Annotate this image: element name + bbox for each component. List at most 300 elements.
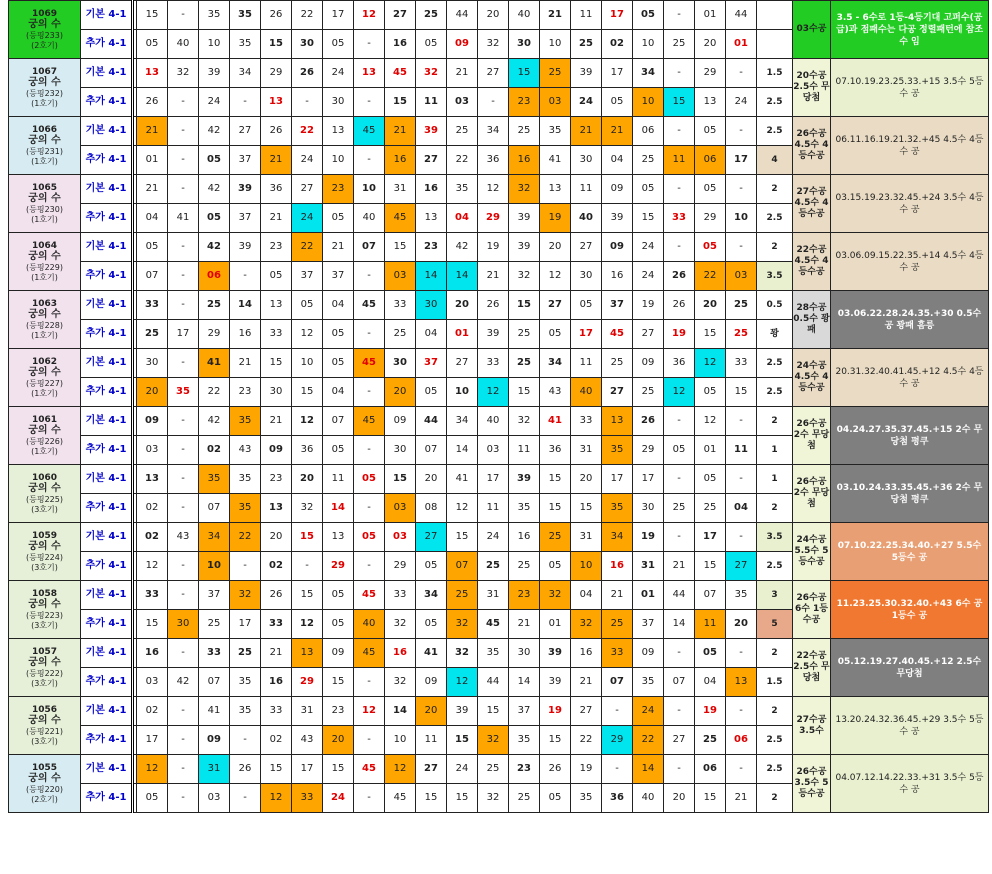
- number-cell: 25: [509, 349, 540, 378]
- number-cell: 25: [478, 552, 509, 581]
- number-cell: 21: [261, 146, 292, 175]
- result-note: 07.10.22.25.34.40.+27 5.5수 5등수 공: [831, 523, 989, 581]
- row-type-label: 기본 4-1: [81, 639, 133, 668]
- number-cell: 21: [602, 117, 633, 146]
- number-cell: 05: [540, 784, 571, 813]
- result-status: 28수공 0.5수 꽝패: [793, 291, 831, 349]
- round-number: 1055: [31, 762, 58, 773]
- number-cell: 33: [385, 581, 416, 610]
- number-cell: 40: [509, 1, 540, 30]
- number-cell: -: [168, 291, 199, 320]
- row-type-label: 추가 4-1: [81, 204, 133, 233]
- number-cell: -: [168, 117, 199, 146]
- round-label: [9, 233, 81, 291]
- number-cell: 04: [602, 146, 633, 175]
- result-status: 26수공 6수 1등수공: [793, 581, 831, 639]
- number-cell: 03: [478, 436, 509, 465]
- number-cell: 09: [447, 30, 478, 59]
- round-title: 궁의 수: [28, 772, 61, 784]
- number-cell: 07: [602, 668, 633, 697]
- result-status: 27수공 4.5수 4등수공: [793, 175, 831, 233]
- number-cell: 11: [726, 436, 757, 465]
- round-label: [9, 1, 81, 59]
- round-subtitle: (등핑226): [26, 436, 63, 446]
- number-cell: 03: [447, 88, 478, 117]
- number-cell: 07: [695, 581, 726, 610]
- number-cell: 32: [385, 668, 416, 697]
- number-cell: 13: [540, 175, 571, 204]
- number-cell: 16: [602, 552, 633, 581]
- number-cell: 10: [199, 552, 230, 581]
- number-cell: 27: [602, 378, 633, 407]
- number-cell: 32: [292, 494, 323, 523]
- number-cell: 15: [509, 378, 540, 407]
- number-cell: 26: [261, 117, 292, 146]
- number-cell: 22: [695, 262, 726, 291]
- number-cell: 05: [292, 291, 323, 320]
- number-cell: 26: [478, 291, 509, 320]
- number-cell: 04: [447, 204, 478, 233]
- round-label: [9, 465, 81, 523]
- round-machine: (1호기): [31, 98, 58, 108]
- number-cell: 17: [602, 59, 633, 88]
- number-cell: 42: [199, 407, 230, 436]
- round-title: 궁의 수: [28, 366, 61, 378]
- result-status: 03수공: [793, 1, 831, 59]
- number-cell: 27: [478, 59, 509, 88]
- number-cell: 37: [199, 581, 230, 610]
- round-row: [9, 233, 989, 262]
- number-cell: 10: [323, 146, 354, 175]
- number-cell: 09: [199, 726, 230, 755]
- number-cell: 10: [540, 30, 571, 59]
- round-label: [9, 291, 81, 349]
- number-cell: 12: [292, 407, 323, 436]
- round-subtitle: (등핑232): [26, 88, 63, 98]
- row-type-label: 추가 4-1: [81, 610, 133, 639]
- number-cell: 32: [447, 639, 478, 668]
- round-title: 궁의 수: [28, 424, 61, 436]
- number-cell: 37: [230, 146, 261, 175]
- score-cell: 2.5: [757, 117, 793, 146]
- number-cell: 20: [664, 784, 695, 813]
- number-cell: 45: [354, 639, 385, 668]
- number-cell: 09: [633, 639, 664, 668]
- number-cell: 15: [633, 204, 664, 233]
- score-cell: 2.5: [757, 349, 793, 378]
- number-cell: 21: [726, 784, 757, 813]
- number-cell: 25: [726, 291, 757, 320]
- number-cell: 32: [478, 726, 509, 755]
- number-cell: 32: [509, 175, 540, 204]
- number-cell: 27: [292, 175, 323, 204]
- round-machine: (2호기): [31, 40, 58, 50]
- number-cell: -: [168, 755, 199, 784]
- number-cell: -: [664, 523, 695, 552]
- number-cell: 14: [664, 610, 695, 639]
- number-cell: 16: [385, 30, 416, 59]
- number-cell: 35: [230, 30, 261, 59]
- score-cell: 2.5: [757, 755, 793, 784]
- number-cell: 22: [199, 378, 230, 407]
- number-cell: -: [354, 262, 385, 291]
- result-status: 26수공 3.5수 5등수공: [793, 755, 831, 813]
- round-title: 궁의 수: [28, 308, 61, 320]
- number-cell: 14: [416, 262, 447, 291]
- number-cell: 34: [416, 581, 447, 610]
- row-type-label: 기본 4-1: [81, 697, 133, 726]
- number-cell: 07: [323, 407, 354, 436]
- number-cell: 06: [695, 146, 726, 175]
- score-cell: 3: [757, 581, 793, 610]
- number-cell: 01: [695, 436, 726, 465]
- number-cell: 11: [664, 146, 695, 175]
- number-cell: -: [168, 436, 199, 465]
- number-cell: 14: [447, 436, 478, 465]
- number-cell: 22: [571, 726, 602, 755]
- number-cell: 33: [261, 697, 292, 726]
- number-cell: 39: [509, 233, 540, 262]
- number-cell: 05: [633, 1, 664, 30]
- result-status: 26수공 2수 무당첨: [793, 407, 831, 465]
- round-label: [9, 59, 81, 117]
- number-cell: 15: [385, 233, 416, 262]
- number-cell: 33: [571, 407, 602, 436]
- number-cell: 03: [199, 784, 230, 813]
- number-cell: 26: [633, 407, 664, 436]
- number-cell: 20: [695, 30, 726, 59]
- number-cell: 35: [633, 668, 664, 697]
- score-cell: 2.5: [757, 88, 793, 117]
- number-cell: 36: [664, 349, 695, 378]
- number-cell: 24: [478, 523, 509, 552]
- number-cell: 43: [168, 523, 199, 552]
- number-cell: 22: [633, 726, 664, 755]
- number-cell: 34: [602, 523, 633, 552]
- number-cell: 42: [199, 117, 230, 146]
- number-cell: 05: [137, 30, 168, 59]
- number-cell: 25: [633, 378, 664, 407]
- number-cell: 12: [261, 784, 292, 813]
- number-cell: 26: [261, 1, 292, 30]
- result-note: 11.23.25.30.32.40.+43 6수 공 1등수 공: [831, 581, 989, 639]
- number-cell: 04: [323, 378, 354, 407]
- score-cell: 꽝: [757, 320, 793, 349]
- number-cell: 34: [478, 117, 509, 146]
- number-cell: 05: [540, 552, 571, 581]
- number-cell: 05: [416, 30, 447, 59]
- row-type-label: 기본 4-1: [81, 523, 133, 552]
- score-cell: 2: [757, 233, 793, 262]
- number-cell: 39: [478, 320, 509, 349]
- number-cell: 44: [664, 581, 695, 610]
- number-cell: 45: [354, 117, 385, 146]
- number-cell: 25: [540, 523, 571, 552]
- number-cell: 43: [292, 726, 323, 755]
- row-type-label: 추가 4-1: [81, 668, 133, 697]
- number-cell: 21: [509, 610, 540, 639]
- number-cell: 40: [633, 784, 664, 813]
- number-cell: 16: [230, 320, 261, 349]
- row-type-label: 기본 4-1: [81, 465, 133, 494]
- number-cell: 15: [385, 465, 416, 494]
- number-cell: 30: [633, 494, 664, 523]
- row-type-label: 추가 4-1: [81, 436, 133, 465]
- number-cell: 05: [323, 436, 354, 465]
- row-type-label: 기본 4-1: [81, 581, 133, 610]
- number-cell: 21: [571, 117, 602, 146]
- number-cell: 42: [199, 175, 230, 204]
- number-cell: -: [726, 465, 757, 494]
- round-label: [9, 175, 81, 233]
- number-cell: 35: [199, 1, 230, 30]
- number-cell: 03: [726, 262, 757, 291]
- number-cell: -: [168, 349, 199, 378]
- number-cell: 14: [385, 697, 416, 726]
- number-cell: 32: [509, 407, 540, 436]
- number-cell: 20: [571, 465, 602, 494]
- number-cell: 13: [261, 88, 292, 117]
- result-note: 04.24.27.35.37.45.+15 2수 무당첨 평쿠: [831, 407, 989, 465]
- score-cell: 2: [757, 407, 793, 436]
- number-cell: 15: [292, 523, 323, 552]
- number-cell: -: [664, 233, 695, 262]
- number-cell: 23: [416, 233, 447, 262]
- score-cell: 2: [757, 639, 793, 668]
- row-type-label: 기본 4-1: [81, 755, 133, 784]
- result-note: 03.06.09.15.22.35.+14 4.5수 4등수 공: [831, 233, 989, 291]
- number-cell: 17: [292, 755, 323, 784]
- score-cell: 3.5: [757, 523, 793, 552]
- number-cell: 37: [509, 697, 540, 726]
- round-row: [9, 755, 989, 784]
- number-cell: -: [726, 639, 757, 668]
- number-cell: 05: [199, 146, 230, 175]
- result-note: 13.20.24.32.36.45.+29 3.5수 5등수 공: [831, 697, 989, 755]
- row-type-label: 기본 4-1: [81, 349, 133, 378]
- round-label: [9, 697, 81, 755]
- score-cell: 3.5: [757, 262, 793, 291]
- number-cell: 07: [354, 233, 385, 262]
- number-cell: 11: [571, 175, 602, 204]
- number-cell: 05: [602, 88, 633, 117]
- number-cell: 21: [664, 552, 695, 581]
- number-cell: 05: [695, 117, 726, 146]
- number-cell: 16: [385, 639, 416, 668]
- number-cell: 40: [354, 204, 385, 233]
- number-cell: -: [354, 320, 385, 349]
- number-cell: -: [664, 407, 695, 436]
- number-cell: 27: [416, 755, 447, 784]
- number-cell: 13: [602, 407, 633, 436]
- number-cell: 03: [385, 523, 416, 552]
- round-row: [9, 697, 989, 726]
- number-cell: 32: [168, 59, 199, 88]
- score-cell: 2.5: [757, 552, 793, 581]
- round-label: [9, 407, 81, 465]
- number-cell: 29: [292, 668, 323, 697]
- number-cell: 15: [695, 320, 726, 349]
- round-machine: (3호기): [31, 562, 58, 572]
- round-subtitle: (등핑228): [26, 320, 63, 330]
- score-cell: 5: [757, 610, 793, 639]
- number-cell: 12: [354, 1, 385, 30]
- number-cell: 06: [726, 726, 757, 755]
- number-cell: 33: [261, 320, 292, 349]
- number-cell: 41: [199, 697, 230, 726]
- number-cell: 19: [540, 697, 571, 726]
- number-cell: 27: [385, 1, 416, 30]
- number-cell: 35: [509, 494, 540, 523]
- number-cell: 24: [571, 88, 602, 117]
- number-cell: 25: [385, 320, 416, 349]
- number-cell: 33: [137, 581, 168, 610]
- number-cell: -: [664, 697, 695, 726]
- number-cell: 16: [509, 146, 540, 175]
- number-cell: 35: [168, 378, 199, 407]
- round-machine: (1호기): [31, 330, 58, 340]
- score-cell: [757, 30, 793, 59]
- number-cell: 36: [292, 436, 323, 465]
- score-cell: 2.5: [757, 204, 793, 233]
- number-cell: 34: [199, 523, 230, 552]
- number-cell: 35: [509, 726, 540, 755]
- number-cell: 30: [509, 30, 540, 59]
- number-cell: 09: [261, 436, 292, 465]
- number-cell: -: [726, 755, 757, 784]
- score-cell: 2.5: [757, 378, 793, 407]
- number-cell: 33: [385, 291, 416, 320]
- number-cell: 29: [695, 204, 726, 233]
- round-number: 1058: [31, 588, 58, 599]
- number-cell: 15: [540, 494, 571, 523]
- number-cell: 05: [323, 30, 354, 59]
- number-cell: 23: [509, 755, 540, 784]
- number-cell: -: [354, 784, 385, 813]
- number-cell: -: [664, 175, 695, 204]
- number-cell: 26: [137, 88, 168, 117]
- number-cell: 24: [726, 88, 757, 117]
- number-cell: 39: [199, 59, 230, 88]
- number-cell: 27: [664, 726, 695, 755]
- number-cell: 13: [137, 465, 168, 494]
- number-cell: 05: [323, 349, 354, 378]
- number-cell: 35: [447, 175, 478, 204]
- round-subtitle: (등핑221): [26, 726, 63, 736]
- row-type-label: 기본 4-1: [81, 407, 133, 436]
- number-cell: 25: [633, 146, 664, 175]
- number-cell: 12: [292, 320, 323, 349]
- number-cell: 45: [354, 291, 385, 320]
- number-cell: 26: [664, 262, 695, 291]
- number-cell: 30: [323, 88, 354, 117]
- number-cell: 42: [168, 668, 199, 697]
- number-cell: 19: [571, 755, 602, 784]
- round-number: 1066: [31, 124, 58, 135]
- number-cell: 24: [323, 784, 354, 813]
- number-cell: 19: [664, 320, 695, 349]
- number-cell: 27: [571, 233, 602, 262]
- number-cell: 05: [323, 204, 354, 233]
- number-cell: 35: [230, 668, 261, 697]
- row-type-label: 기본 4-1: [81, 59, 133, 88]
- number-cell: 39: [602, 204, 633, 233]
- number-cell: 44: [447, 1, 478, 30]
- number-cell: -: [354, 146, 385, 175]
- number-cell: 39: [230, 175, 261, 204]
- number-cell: -: [230, 784, 261, 813]
- number-cell: 40: [168, 30, 199, 59]
- number-cell: 11: [571, 349, 602, 378]
- number-cell: 02: [137, 494, 168, 523]
- round-machine: (3호기): [31, 504, 58, 514]
- number-cell: 03: [137, 668, 168, 697]
- number-cell: 05: [354, 465, 385, 494]
- number-cell: 30: [571, 146, 602, 175]
- number-cell: 25: [726, 320, 757, 349]
- number-cell: 21: [137, 117, 168, 146]
- number-cell: 23: [261, 465, 292, 494]
- number-cell: 45: [385, 59, 416, 88]
- number-cell: -: [168, 146, 199, 175]
- number-cell: 33: [137, 291, 168, 320]
- number-cell: 29: [199, 320, 230, 349]
- round-subtitle: (등핑222): [26, 668, 63, 678]
- number-cell: -: [168, 639, 199, 668]
- number-cell: 15: [478, 697, 509, 726]
- round-label: [9, 523, 81, 581]
- number-cell: -: [664, 1, 695, 30]
- number-cell: 39: [540, 639, 571, 668]
- number-cell: 07: [137, 262, 168, 291]
- round-machine: (3호기): [31, 620, 58, 630]
- number-cell: 36: [602, 784, 633, 813]
- number-cell: 25: [509, 320, 540, 349]
- number-cell: 32: [385, 610, 416, 639]
- number-cell: 24: [199, 88, 230, 117]
- number-cell: 05: [137, 233, 168, 262]
- number-cell: 05: [695, 378, 726, 407]
- number-cell: 16: [137, 639, 168, 668]
- number-cell: 09: [137, 407, 168, 436]
- number-cell: -: [354, 88, 385, 117]
- number-cell: 15: [261, 755, 292, 784]
- number-cell: 05: [354, 523, 385, 552]
- number-cell: 12: [540, 262, 571, 291]
- number-cell: 35: [230, 465, 261, 494]
- number-cell: 05: [633, 175, 664, 204]
- round-number: 1059: [31, 530, 58, 541]
- number-cell: 23: [230, 378, 261, 407]
- number-cell: -: [168, 494, 199, 523]
- round-subtitle: (등핑227): [26, 378, 63, 388]
- number-cell: 15: [385, 88, 416, 117]
- number-cell: 04: [137, 204, 168, 233]
- number-cell: 42: [199, 233, 230, 262]
- round-row: [9, 1, 989, 30]
- number-cell: 23: [323, 697, 354, 726]
- number-cell: 45: [385, 204, 416, 233]
- number-cell: 15: [323, 755, 354, 784]
- number-cell: 21: [261, 639, 292, 668]
- number-cell: 15: [323, 668, 354, 697]
- round-row: [9, 581, 989, 610]
- number-cell: 11: [416, 726, 447, 755]
- number-cell: 30: [168, 610, 199, 639]
- number-cell: 10: [571, 552, 602, 581]
- number-cell: 11: [416, 88, 447, 117]
- number-cell: 41: [416, 639, 447, 668]
